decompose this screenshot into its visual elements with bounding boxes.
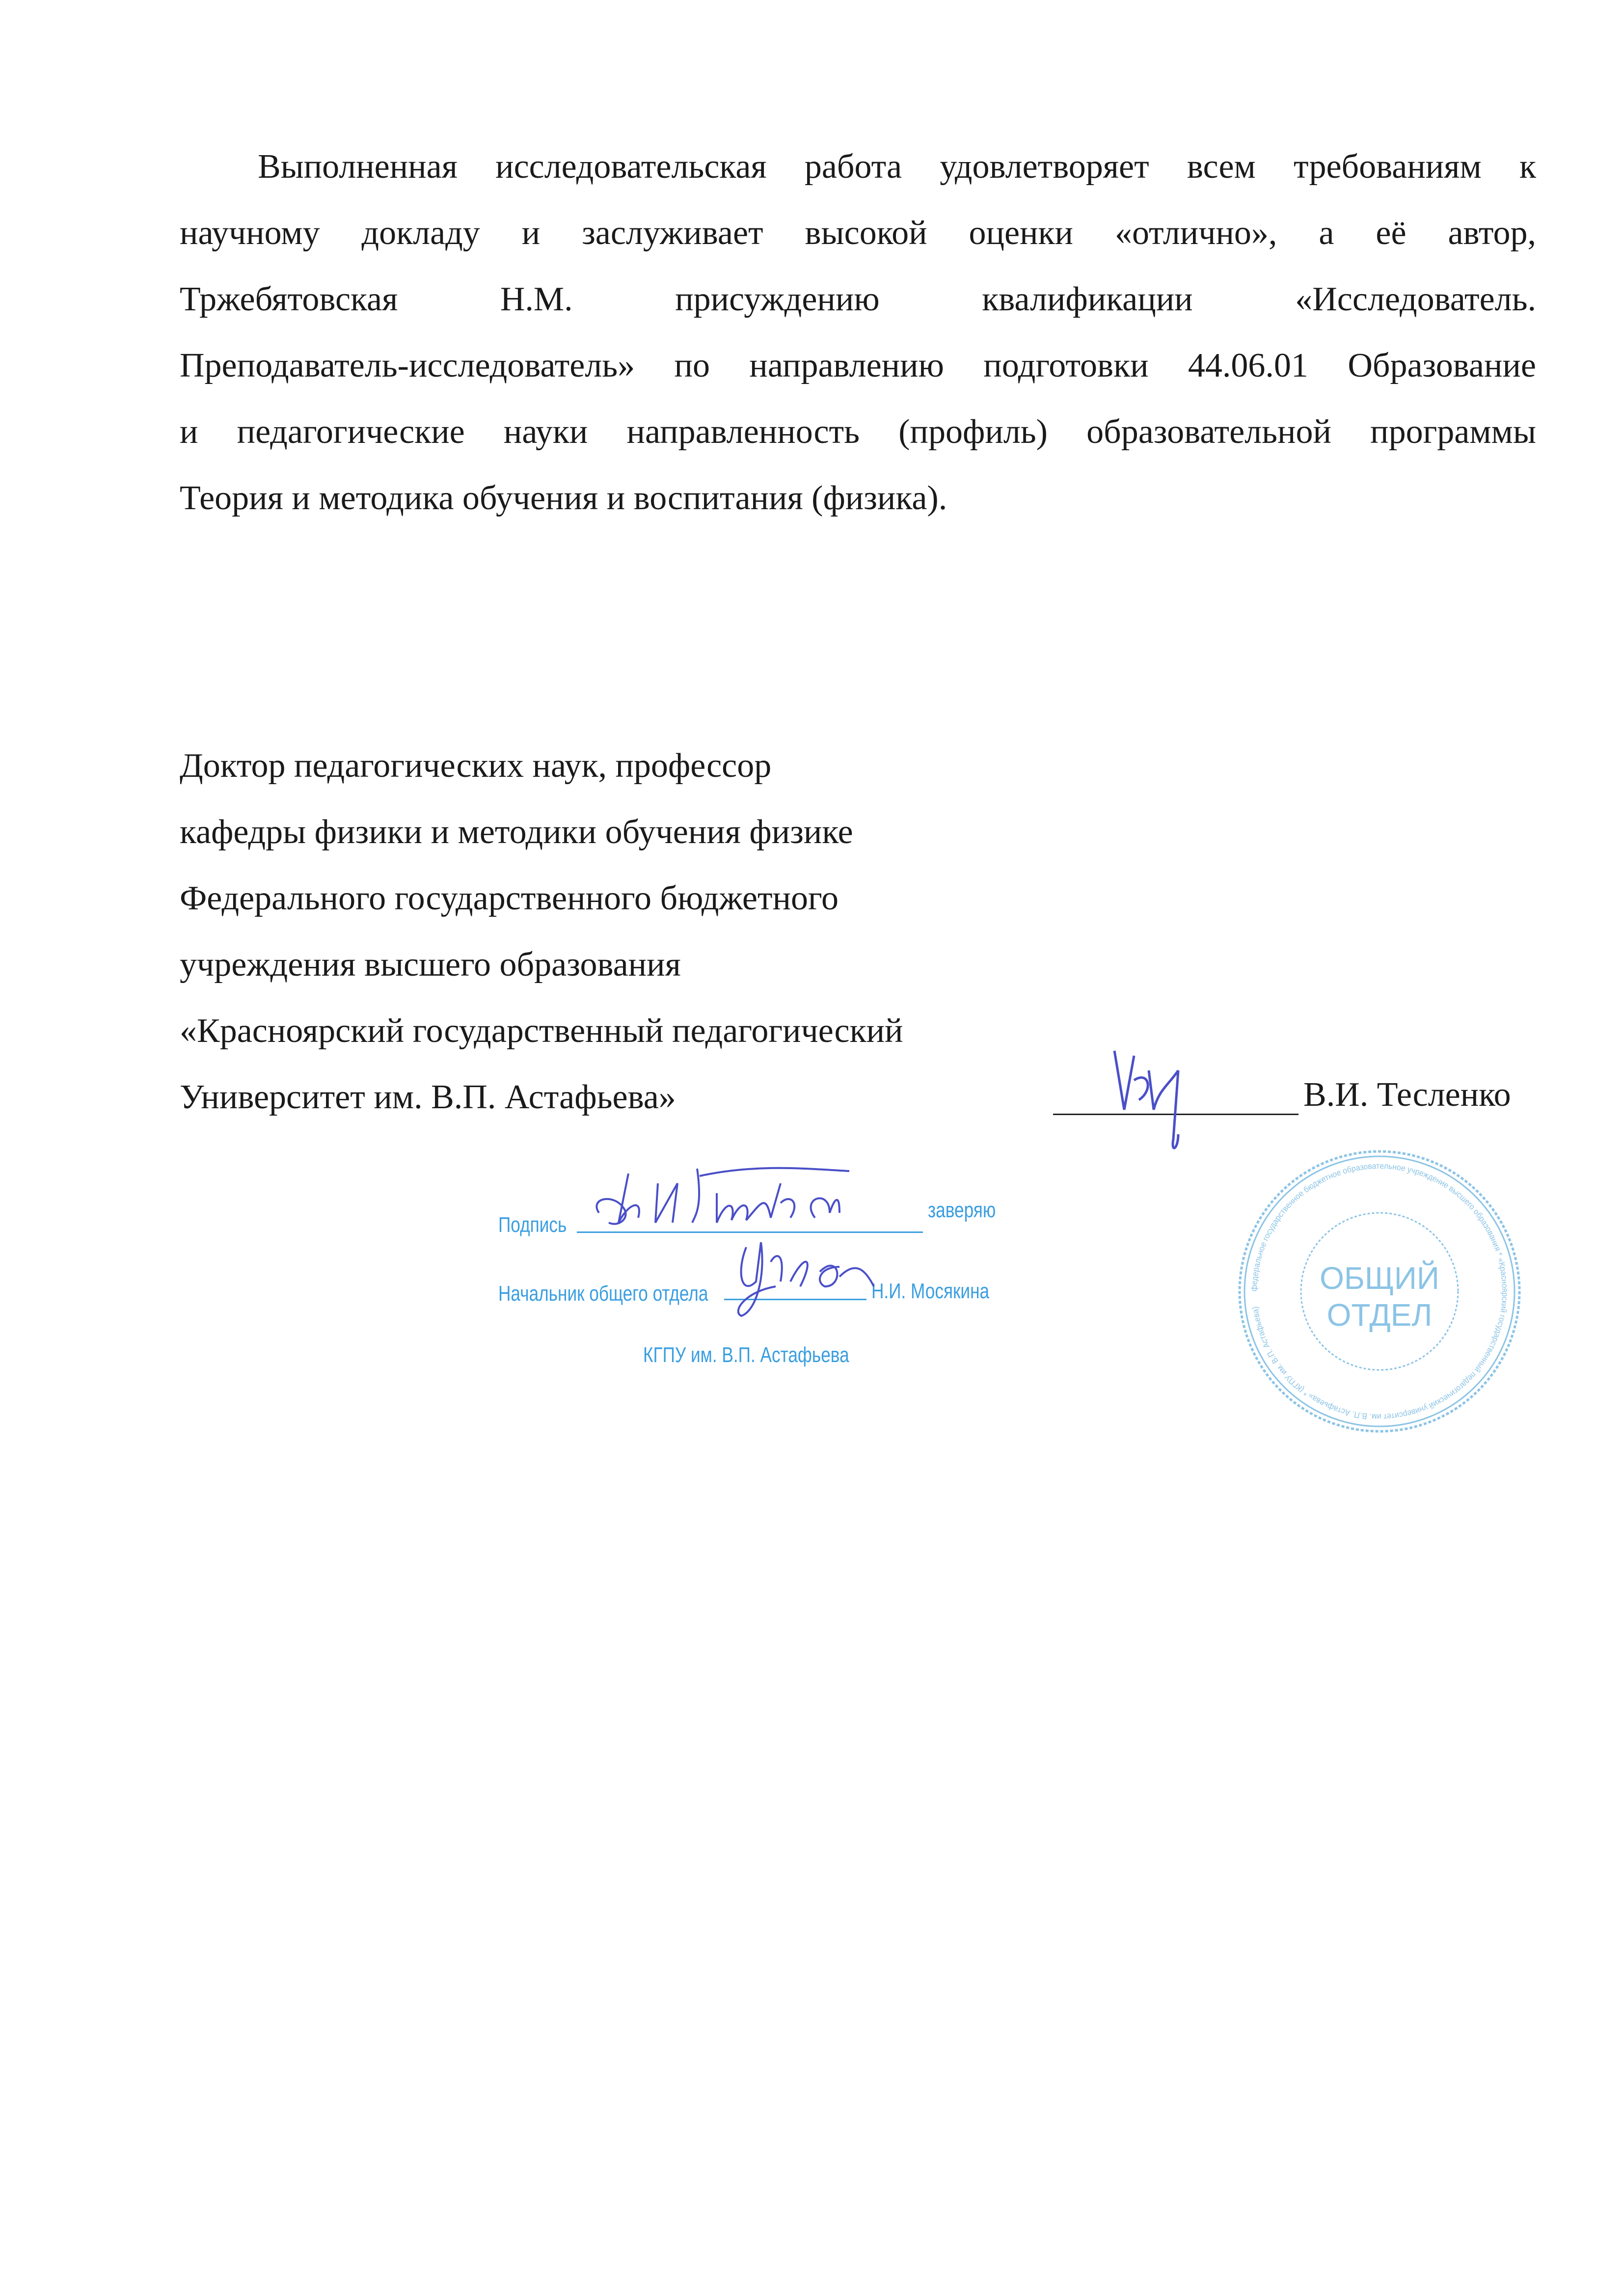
paragraph-line: Теория и методика обучения и воспитания (физика). bbox=[180, 479, 947, 517]
head-label: Начальник общего отдела bbox=[498, 1282, 708, 1306]
seal-center-line: ОТДЕЛ bbox=[1326, 1297, 1433, 1333]
certifier-signature bbox=[584, 1164, 928, 1232]
signer-title-line: кафедры физики и методики обучения физике bbox=[180, 813, 853, 851]
signer-name: В.И. Тесленко bbox=[1303, 1076, 1511, 1114]
signature-label: Подпись bbox=[498, 1213, 567, 1237]
signer-title-line: Федерального государственного бюджетного bbox=[180, 879, 839, 917]
paragraph-line: Преподаватель-исследователь» по направлению подготовки 44.06.01 Образование bbox=[180, 347, 1536, 384]
organization-label: КГПУ им. В.П. Астафьева bbox=[643, 1343, 849, 1367]
signer-title-line: Университет им. В.П. Астафьева» bbox=[180, 1078, 676, 1116]
paragraph-line: и педагогические науки направленность (профиль) образовательной программы bbox=[180, 413, 1536, 451]
signer-title-line: Доктор педагогических наук, профессор bbox=[180, 747, 772, 785]
paragraph-line: Выполненная исследовательская работа удовлетворяет всем требованиям к bbox=[258, 148, 1536, 186]
paragraph-line: Тржебятовская Н.М. присуждению квалификации «Исследователь. bbox=[180, 280, 1536, 318]
paragraph-line: научному докладу и заслуживает высокой оценки «отлично», а её автор, bbox=[180, 214, 1536, 252]
round-seal bbox=[1237, 1149, 1522, 1434]
seal-center-line: ОБЩИЙ bbox=[1320, 1260, 1439, 1296]
signer-title-line: «Красноярский государственный педагогический bbox=[180, 1012, 903, 1050]
seal-ring-text: федеральное государственное бюджетное образовательное учреждение высшего образования * «Красноярский государственный педагогический университет им. В.П. Астафьева» * (КГПУ им. В.П. Астафьева) bbox=[1249, 1161, 1510, 1422]
head-name: Н.И. Мосякина bbox=[871, 1279, 990, 1303]
certify-label: заверяю bbox=[928, 1198, 996, 1222]
head-signature bbox=[727, 1232, 884, 1321]
handwritten-signature bbox=[1105, 1041, 1203, 1159]
signer-title-line: учреждения высшего образования bbox=[180, 946, 681, 984]
